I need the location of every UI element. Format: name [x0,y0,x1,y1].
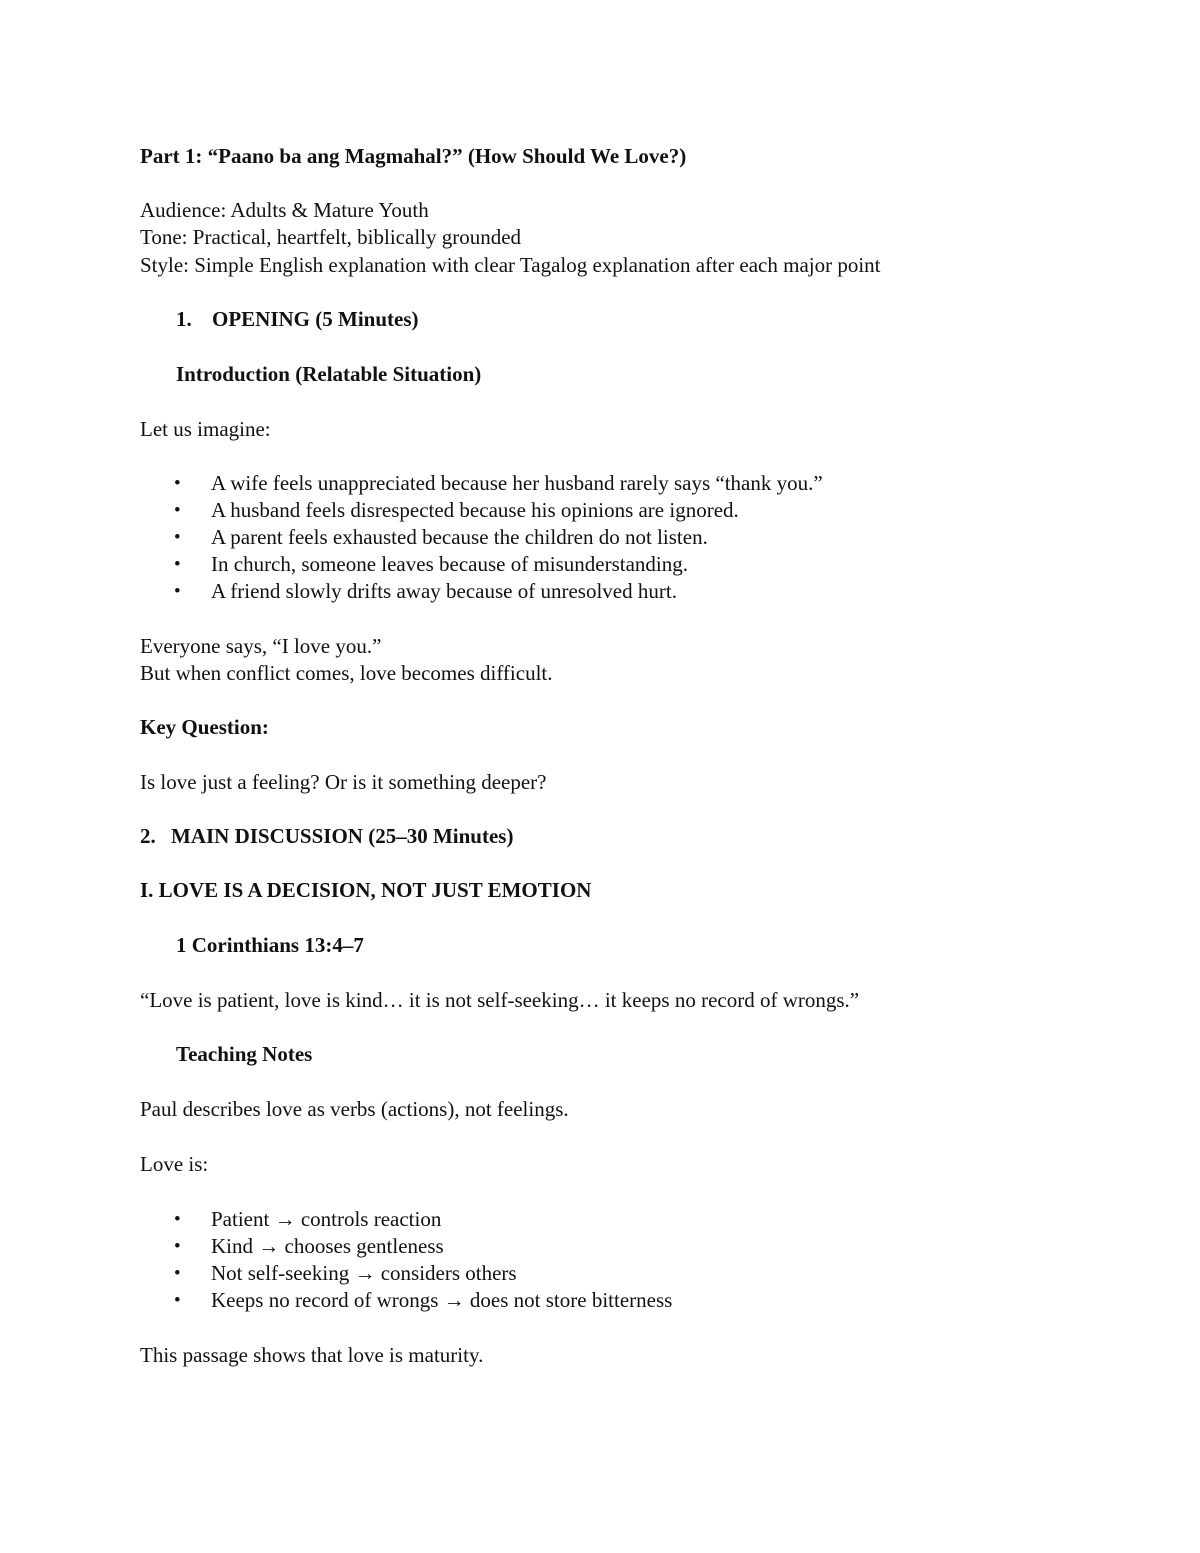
bullet-marker: • [174,1290,181,1311]
bullet-marker: • [174,581,181,602]
opening-heading-text: OPENING (5 Minutes) [212,307,419,331]
opening-number: 1. [176,307,192,331]
list-item: A husband feels disrespected because his opinions are ignored. [211,498,739,522]
closing-line-2: But when conflict comes, love becomes difficult. [140,661,553,685]
key-question-text: Is love just a feeling? Or is it something deeper? [140,770,547,794]
document-title: Part 1: “Paano ba ang Magmahal?” (How Should We Love?) [140,144,687,168]
closing-line-1: Everyone says, “I love you.” [140,634,382,658]
list-item: Kind → chooses gentleness [211,1234,444,1258]
section-title: I. LOVE IS A DECISION, NOT JUST EMOTION [140,878,592,902]
scripture-quote: “Love is patient, love is kind… it is not self-seeking… it keeps no record of wrongs.” [140,988,860,1012]
main-discussion-heading [140,823,513,850]
bullet-marker: • [174,527,181,548]
main-heading-text: MAIN DISCUSSION (25–30 Minutes) [171,824,514,848]
audience-line: Audience: Adults & Mature Youth [140,198,429,222]
conclusion-text: This passage shows that love is maturity. [140,1343,484,1367]
style-line: Style: Simple English explanation with clear Tagalog explanation after each major point [140,253,881,277]
bullet-marker: • [174,1263,181,1284]
lead-text: Let us imagine: [140,417,271,441]
list-item: Patient → controls reaction [211,1207,442,1231]
opening-heading [176,306,419,333]
scripture-reference: 1 Corinthians 13:4–7 [176,933,364,957]
bullet-marker: • [174,473,181,494]
list-item: A parent feels exhausted because the children do not listen. [211,525,708,549]
introduction-subheading: Introduction (Relatable Situation) [176,362,482,386]
key-question-label: Key Question: [140,715,269,739]
teaching-notes-heading: Teaching Notes [176,1042,313,1066]
list-item: Not self-seeking → considers others [211,1261,517,1285]
list-item: A wife feels unappreciated because her husband rarely says “thank you.” [211,471,823,495]
list-item: In church, someone leaves because of misunderstanding. [211,552,689,576]
bullet-marker: • [174,500,181,521]
teaching-notes-text: Paul describes love as verbs (actions), not feelings. [140,1097,569,1121]
main-number: 2. [140,824,156,848]
list-item: Keeps no record of wrongs → does not store bitterness [211,1288,673,1312]
bullet-marker: • [174,1209,181,1230]
tone-line: Tone: Practical, heartfelt, biblically grounded [140,225,522,249]
bullet-marker: • [174,1236,181,1257]
bullet-marker: • [174,554,181,575]
love-is-label: Love is: [140,1152,209,1176]
list-item: A friend slowly drifts away because of unresolved hurt. [211,579,677,603]
